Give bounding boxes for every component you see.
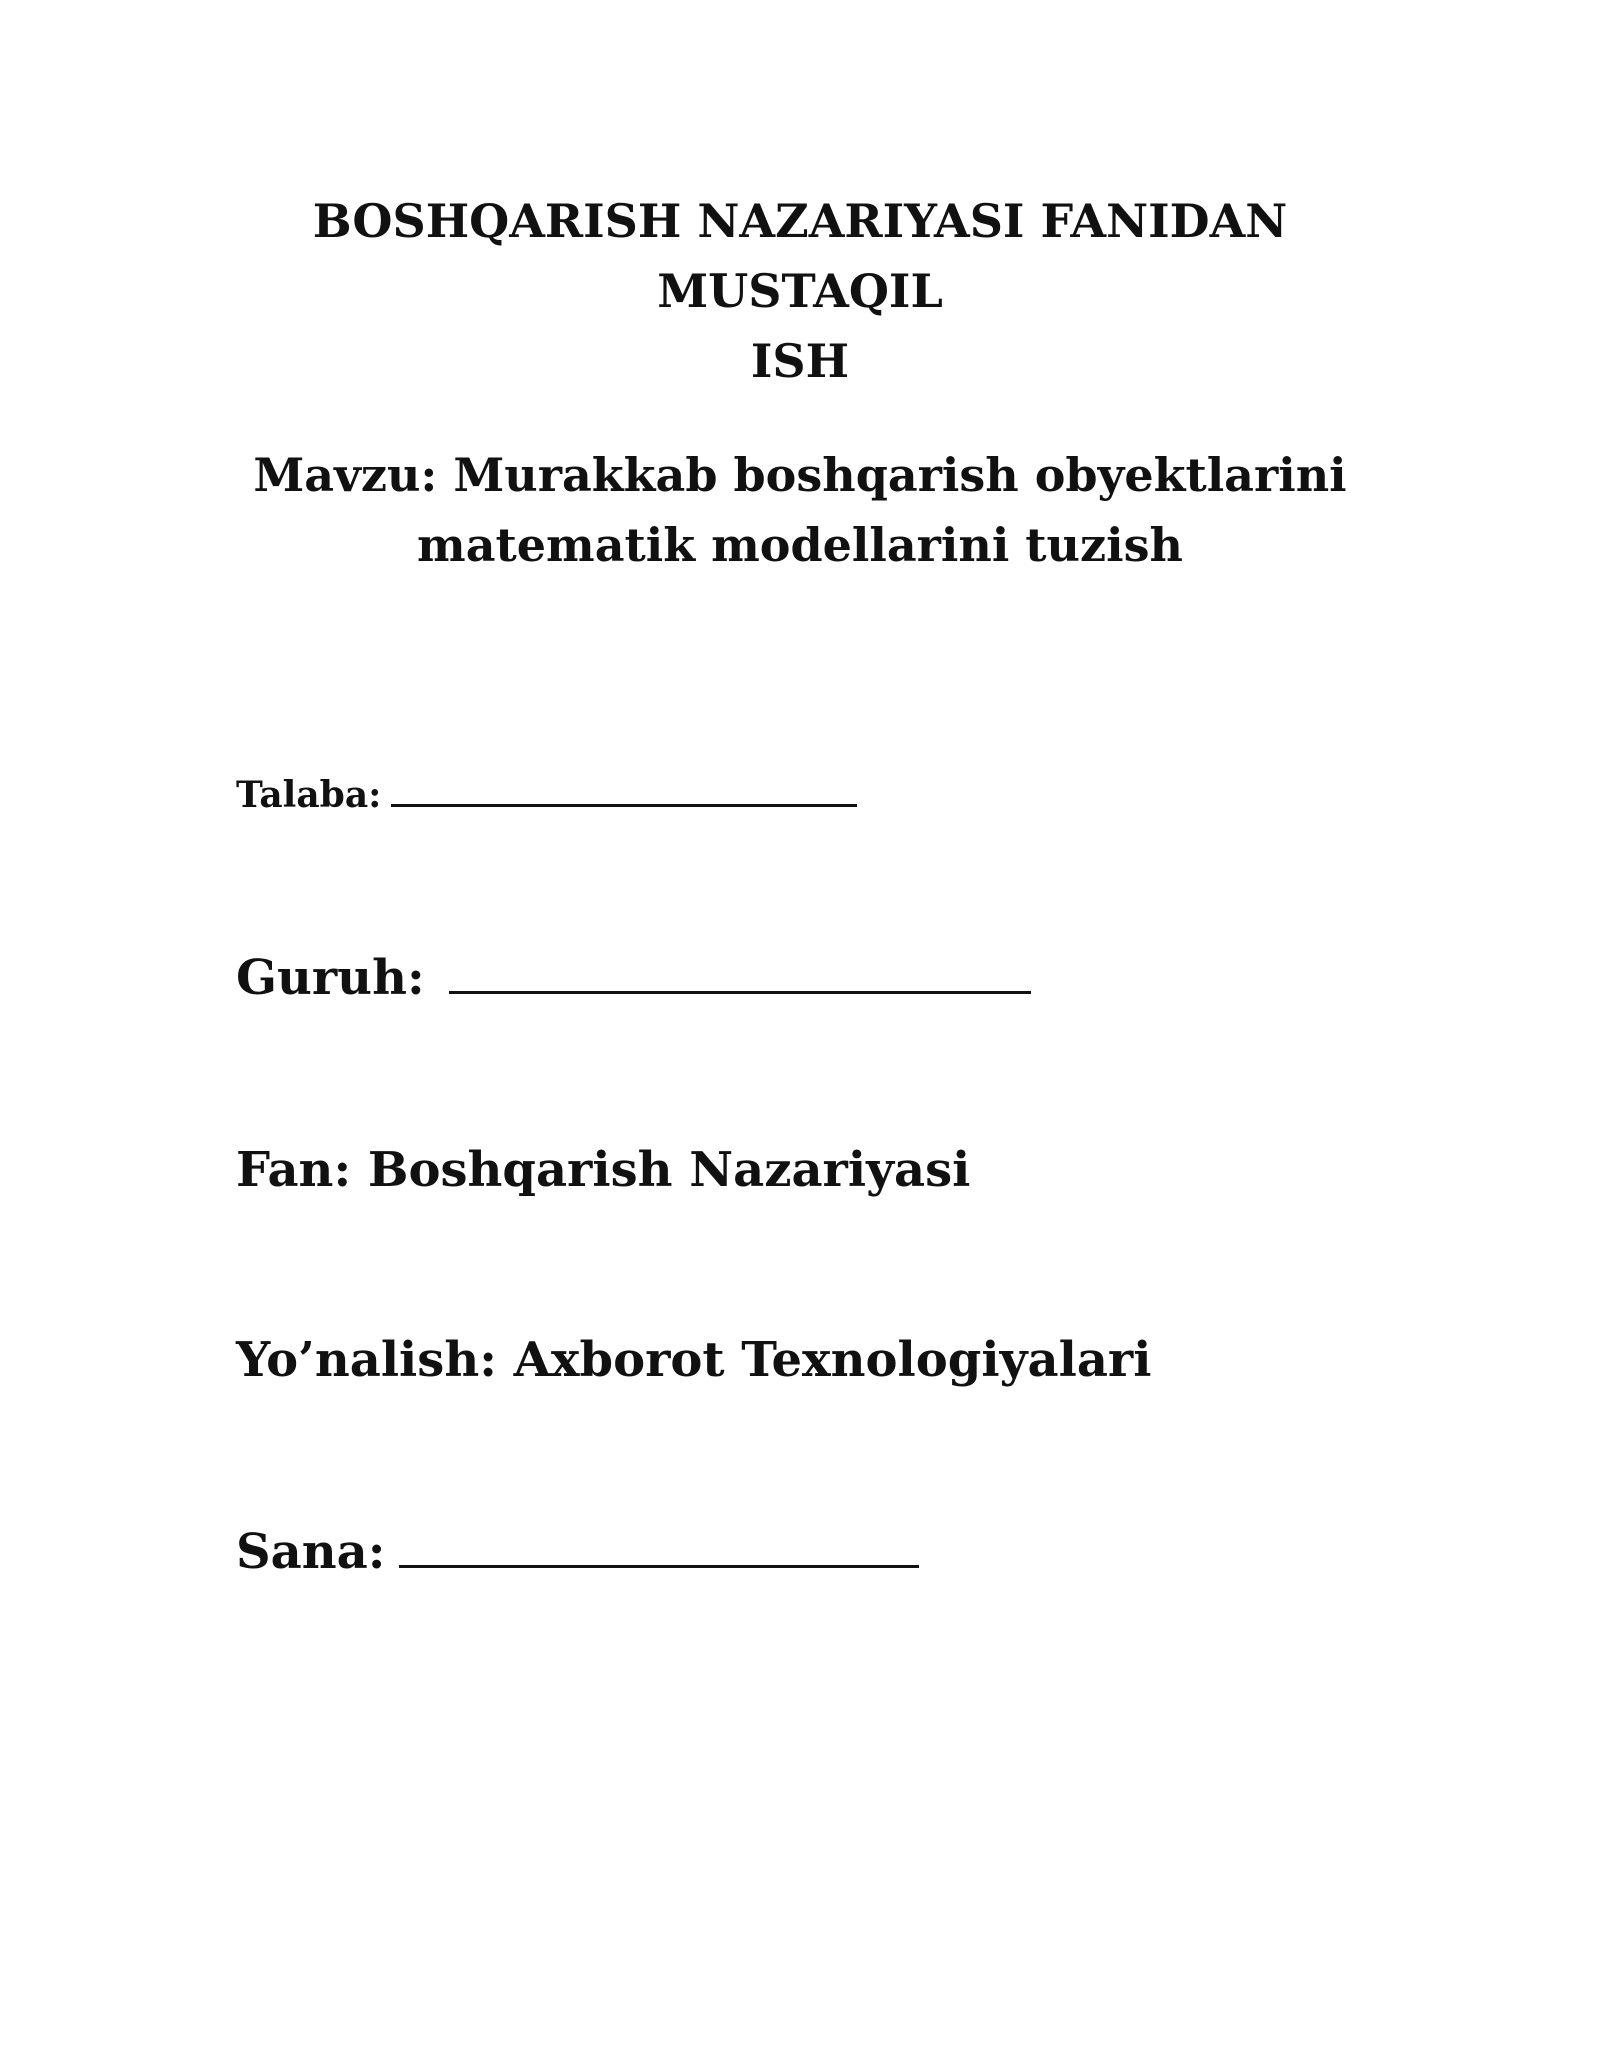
direction-text: Yo’nalish: Axborot Texnologiyalari <box>236 1332 1152 1388</box>
group-blank-line <box>449 990 1031 994</box>
document-title <box>220 186 1380 396</box>
date-row <box>236 1524 919 1580</box>
student-row <box>236 774 857 816</box>
title-line-2: ISH <box>750 334 850 388</box>
group-row <box>236 950 1031 1006</box>
subject-line-1: Mavzu: Murakkab boshqarish obyektlarini <box>253 448 1347 502</box>
student-label: Talaba: <box>236 774 382 816</box>
group-label: Guruh: <box>236 950 425 1006</box>
date-blank-line <box>399 1564 919 1568</box>
date-label: Sana: <box>236 1524 386 1580</box>
course-text: Fan: Boshqarish Nazariyasi <box>236 1142 971 1198</box>
subject-line-2: matematik modellarini tuzish <box>417 518 1183 572</box>
direction-row <box>236 1332 1151 1388</box>
title-line-1: BOSHQARISH NAZARIYASI FANIDAN MUSTAQIL <box>312 194 1288 318</box>
course-row <box>236 1142 970 1198</box>
student-blank-line <box>391 803 857 807</box>
document-subject <box>220 440 1380 580</box>
